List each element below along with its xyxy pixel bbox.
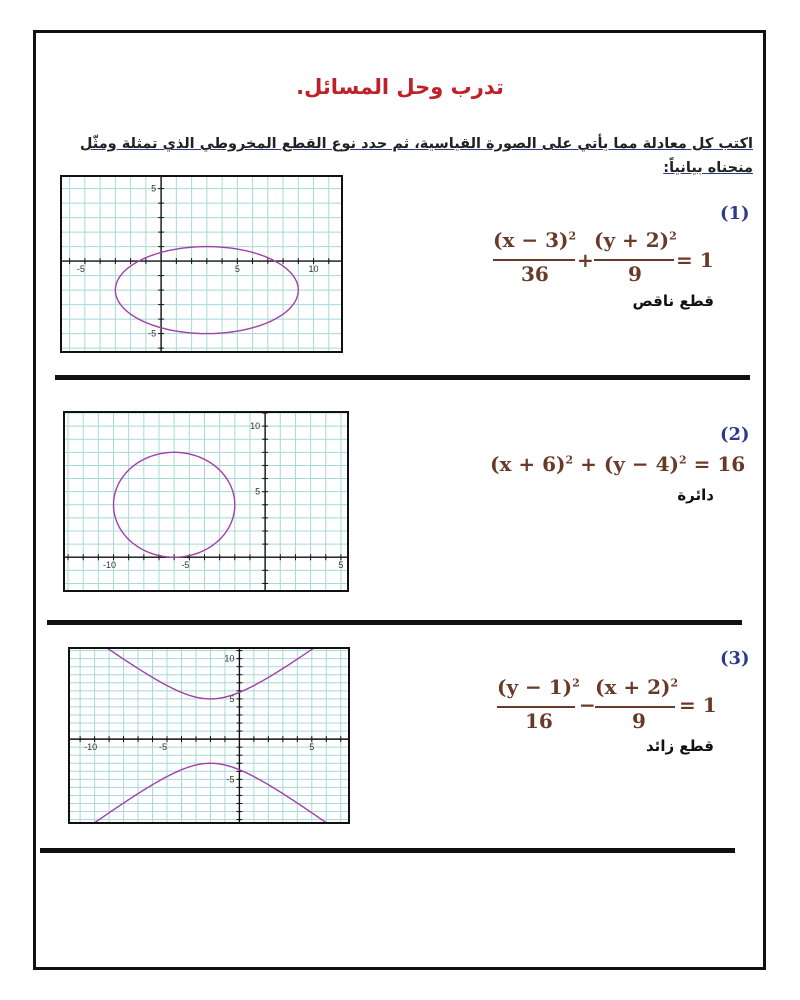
tick-label: -5 xyxy=(181,560,190,571)
ellipse-plot xyxy=(62,177,341,351)
eq3-term1-num: $(y - 1)^2$ xyxy=(497,675,580,699)
eq1-fraction-bar-1 xyxy=(493,259,575,261)
tick-label: -5 xyxy=(76,264,85,275)
tick-label: 10 xyxy=(224,653,235,664)
problem-1-number: (1) xyxy=(720,203,750,224)
graph-circle xyxy=(63,411,349,592)
eq3-fraction-bar-2 xyxy=(595,706,675,708)
instructions xyxy=(55,132,753,180)
tick-label: -5 xyxy=(226,774,235,785)
answer-1: قطع ناقص xyxy=(632,292,714,310)
tick-label: -10 xyxy=(103,560,117,571)
eq1-op: + xyxy=(577,248,594,272)
problem-2-number: (2) xyxy=(720,424,750,445)
hyperbola-lower-branch xyxy=(70,763,348,822)
tick-label: 5 xyxy=(151,183,157,194)
eq1-fraction-bar-2 xyxy=(594,259,674,261)
circle-plot xyxy=(65,413,347,590)
answer-3: قطع زائد xyxy=(646,737,714,755)
eq2-p2: (y − 4) xyxy=(603,452,679,476)
eq1-term2-num: $(y + 2)^2$ xyxy=(594,228,677,252)
instructions-line-1: اكتب كل معادلة مما يأتي على الصورة القياسية، ثم حدد نوع القطع المخروطي الذي تمثلة ومثّل xyxy=(79,136,753,152)
eq1-term1-num: $(x - 3)^2$ xyxy=(493,228,577,252)
tick-label: 10 xyxy=(308,264,319,275)
page-title: تدرب وحل المسائل. xyxy=(296,75,504,99)
eq3-term1-den: 16 xyxy=(525,709,553,733)
graph-ellipse xyxy=(60,175,343,353)
instructions-line-2: منحناه بيانياً: xyxy=(663,160,753,176)
eq3-term2-den: 9 xyxy=(632,709,646,733)
problem-3-equation xyxy=(497,675,717,735)
hyperbola-plot xyxy=(70,649,348,822)
eq1-term2-den: 9 xyxy=(628,262,642,286)
answer-2: دائرة xyxy=(677,486,714,504)
eq2-op: + xyxy=(580,452,597,476)
separator-2 xyxy=(47,620,742,625)
separator-3 xyxy=(40,848,735,853)
graph-hyperbola xyxy=(68,647,350,824)
eq1-rhs: = 1 xyxy=(676,248,714,272)
problem-1-equation xyxy=(493,228,713,288)
eq2-p1: (x + 6) xyxy=(490,452,566,476)
tick-label: 5 xyxy=(229,693,235,704)
eq2-rhs: = 16 xyxy=(693,452,746,476)
eq3-rhs: = 1 xyxy=(679,693,717,717)
tick-label: -5 xyxy=(159,742,168,753)
problem-3-number: (3) xyxy=(720,648,750,669)
eq3-op: − xyxy=(579,693,596,717)
tick-label: 5 xyxy=(309,742,315,753)
eq3-fraction-bar-1 xyxy=(497,706,575,708)
problem-2-equation: $(x + 6)^2 + (y - 4)^2 = 16$ xyxy=(490,452,746,476)
tick-label: -10 xyxy=(84,742,98,753)
tick-label: 5 xyxy=(338,560,344,571)
tick-label: -5 xyxy=(148,328,157,339)
tick-label: 5 xyxy=(255,486,261,497)
tick-label: 5 xyxy=(234,264,240,275)
eq1-term1-den: 36 xyxy=(521,262,549,286)
separator-1 xyxy=(55,375,750,380)
eq3-term2-num: $(x + 2)^2$ xyxy=(595,675,679,699)
tick-label: 10 xyxy=(250,421,261,432)
hyperbola-upper-branch xyxy=(70,649,348,699)
